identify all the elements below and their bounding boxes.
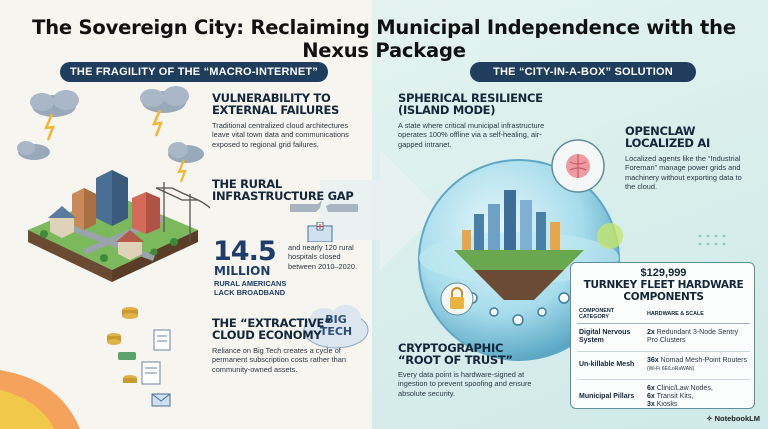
building-icon	[72, 188, 96, 230]
row-item: Transit Kits,	[656, 392, 694, 400]
row-hardware	[645, 351, 750, 379]
row-item: Nomad Mesh-Point Routers	[660, 356, 748, 364]
storm-cloud-icon	[30, 90, 79, 140]
building-icon	[96, 170, 128, 226]
row-hardware	[645, 379, 750, 415]
coin-stack-icon	[107, 333, 121, 345]
row-item: Kiosks	[656, 401, 678, 409]
document-icon	[142, 362, 160, 384]
row-qty: 6x	[647, 392, 655, 400]
storm-cloud-icon	[17, 141, 50, 160]
hardware-title: TURNKEY FLEET HARDWARE COMPONENTS	[583, 279, 744, 304]
money-icon	[118, 352, 136, 360]
hospitals-closed-text: and nearly 120 rural hospitals closed between 2010–2020.	[288, 243, 358, 271]
brand-label	[706, 414, 760, 423]
table-row	[577, 324, 750, 352]
vulnerability-heading: VULNERABILITY TO EXTERNAL FAILURES	[212, 91, 339, 118]
document-icon	[154, 330, 170, 350]
row-qty: 3x	[647, 401, 655, 409]
extractive-heading: THE “EXTRACTIVE” CLOUD ECONOMY	[212, 316, 332, 343]
hardware-price: $129,999	[640, 267, 687, 279]
row-category: Un-killable Mesh	[577, 351, 645, 379]
page-title: The Sovereign City: Reclaiming Municipal Independence with the Nexus Package	[32, 16, 736, 62]
broadband-stat-unit: MILLION	[214, 264, 271, 278]
row-category: Digital Nervous System	[577, 324, 645, 352]
big-tech-label-line2: TECH	[319, 324, 353, 338]
isometric-town-illustration	[14, 82, 210, 292]
brand-name: NotebookLM	[714, 414, 760, 423]
crypto-body: Every data point is hardware-signed at ingestion to prevent spoofing and ensure absolute security.	[398, 370, 532, 398]
row-hardware	[645, 324, 750, 352]
row-item: Clinic/Law Nodes,	[656, 384, 713, 392]
spherical-resilience-body: A state where critical municipal infrastructure operates 100% offline via a self-healing, air-gapped intranet.	[398, 121, 545, 149]
table-row	[577, 351, 750, 379]
crypto-heading: CRYPTOGRAPHIC “ROOT OF TRUST”	[398, 341, 513, 368]
broadband-stat-number: 14.5	[213, 236, 276, 267]
column-header-scale: HARDWARE & SCALE	[645, 306, 750, 324]
openclaw-body: Localized agents like the “Industrial Foreman” manage power grids and machinery without exporting data to the cloud.	[625, 154, 742, 192]
row-item: Redundant 3-Node Sentry Pro Clusters	[647, 329, 739, 345]
vulnerability-body: Traditional centralized cloud architectures leave vital town data and communications exposed to regional grid failures.	[212, 121, 349, 149]
column-header-category: COMPONENT CATEGORY	[577, 306, 645, 324]
building-icon	[132, 192, 160, 234]
row-category: Municipal Pillars	[579, 392, 635, 400]
openclaw-heading: OPENCLAW LOCALIZED AI	[625, 124, 710, 151]
row-note: (Wi-Fi 6E/LoRaWAN)	[647, 366, 695, 373]
broadband-stat-caption: RURAL AMERICANS LACK BROADBAND	[214, 279, 287, 297]
table-row	[577, 379, 750, 415]
rural-gap-heading: THE RURAL INFRASTRUCTURE GAP	[212, 177, 354, 204]
lock-shield-icon	[440, 282, 474, 316]
row-qty: 36x	[647, 356, 659, 364]
coins-and-bills-illustration	[100, 300, 210, 410]
brand-icon: ✧	[706, 414, 713, 423]
ai-brain-chip-icon	[550, 138, 606, 194]
right-section-label: THE “CITY-IN-A-BOX” SOLUTION	[470, 62, 696, 82]
row-qty: 6x	[647, 384, 655, 392]
table-header-row	[577, 306, 750, 324]
coin-stack-icon	[122, 307, 138, 319]
left-section-label: THE FRAGILITY OF THE “MACRO-INTERNET”	[60, 62, 328, 82]
decorative-dots	[696, 232, 736, 252]
mail-envelope-icon	[152, 394, 170, 406]
hardware-components-card	[570, 262, 755, 409]
storm-cloud-icon	[140, 86, 189, 136]
decorative-corner-shape	[0, 360, 80, 429]
coin-stack-icon	[123, 375, 137, 383]
row-qty: 2x	[647, 329, 655, 336]
spherical-resilience-heading: SPHERICAL RESILIENCE (ISLAND MODE)	[398, 91, 543, 118]
extractive-body: Reliance on Big Tech creates a cycle of permanent subscription costs rather than community-owned assets.	[212, 346, 346, 374]
signal-globe-icon	[596, 222, 624, 250]
hardware-table	[577, 306, 750, 415]
hospital-icon	[306, 222, 334, 242]
big-tech-label-line1: BIG	[325, 313, 347, 326]
storm-cloud-icon	[168, 142, 204, 182]
